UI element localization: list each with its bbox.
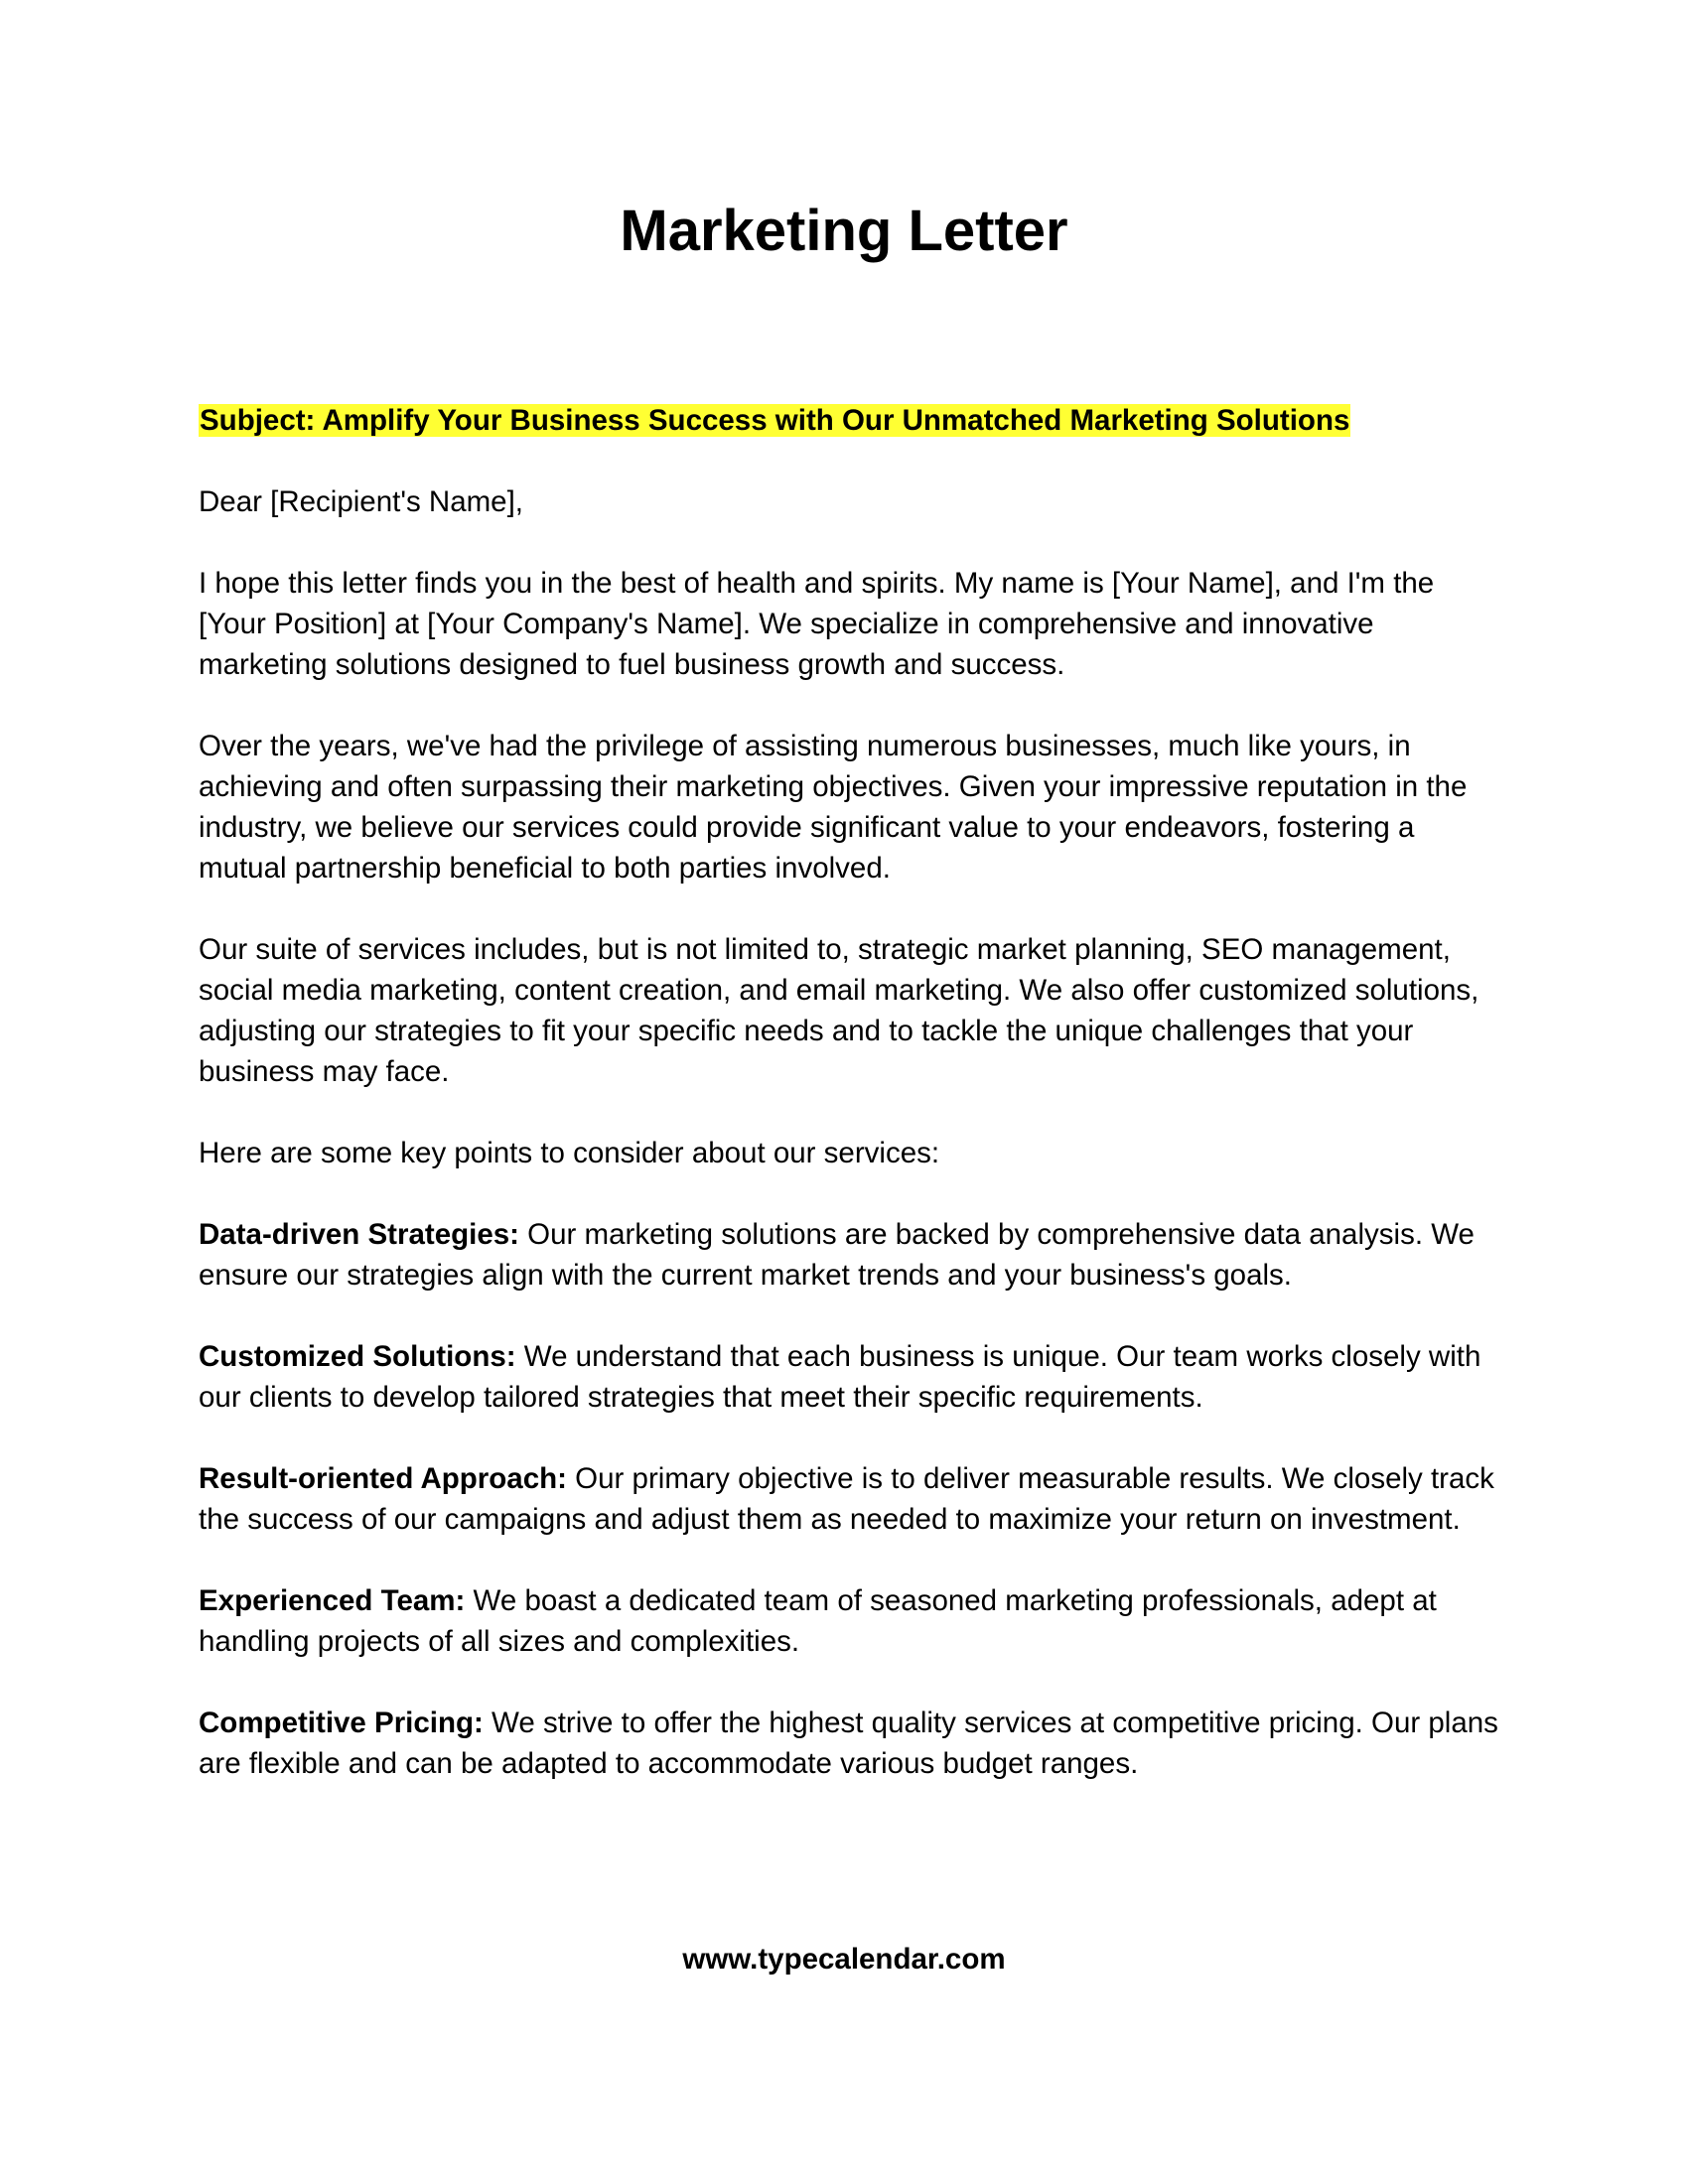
key-point-text: Our marketing solutions are backed by comprehensive data analysis. We ensure our strategies align with the current market trends and your business's goals. — [199, 1218, 1475, 1292]
key-point-result-oriented — [199, 1458, 1499, 1540]
key-points-intro: Here are some key points to consider about our services: — [199, 1137, 940, 1169]
key-point-data-driven — [199, 1214, 1499, 1296]
intro-paragraph: I hope this letter finds you in the best of health and spirits. My name is [Your Name], and I'm the [Your Position] at [Your Company's Name]. We specialize in comprehensive and innovative marketing solutions designed to fuel business growth and success. — [199, 567, 1435, 681]
key-point-label: Competitive Pricing: — [199, 1706, 484, 1739]
key-point-experienced-team — [199, 1580, 1499, 1662]
key-point-label: Result-oriented Approach: — [199, 1462, 567, 1495]
salutation: Dear [Recipient's Name], — [199, 485, 523, 518]
key-point-text: Our primary objective is to deliver measurable results. We closely track the success of our campaigns and adjust them as needed to maximize your return on investment. — [199, 1462, 1494, 1536]
key-point-label: Customized Solutions: — [199, 1340, 516, 1373]
experience-paragraph: Over the years, we've had the privilege of assisting numerous businesses, much like yours, in achieving and often surpassing their marketing objectives. Given your impressive reputation in the industry, we believe our services could provide significant value to your endeavors, fostering a mutual partnership beneficial to both parties involved. — [199, 730, 1468, 885]
key-point-text: We strive to offer the highest quality services at competitive pricing. Our plans are flexible and can be adapted to accommodate various budget ranges. — [199, 1706, 1498, 1780]
footer-website-link[interactable]: www.typecalendar.com — [682, 1943, 1006, 1976]
services-paragraph: Our suite of services includes, but is not limited to, strategic market planning, SEO management, social media marketing, content creation, and email marketing. We also offer customized solutions, adjusting our strategies to fit your specific needs and to tackle the unique challenges that your business may face. — [199, 933, 1479, 1088]
key-point-text: We understand that each business is unique. Our team works closely with our clients to develop tailored strategies that meet their specific requirements. — [199, 1340, 1481, 1414]
subject-line — [199, 400, 1499, 441]
key-point-label: Data-driven Strategies: — [199, 1218, 519, 1251]
key-point-label: Experienced Team: — [199, 1584, 466, 1617]
letter-body — [199, 400, 1499, 1825]
page-title: Marketing Letter — [620, 199, 1068, 263]
subject-highlight: Subject: Amplify Your Business Success with Our Unmatched Marketing Solutions — [200, 404, 1350, 437]
key-point-competitive-pricing — [199, 1703, 1499, 1784]
key-point-customized — [199, 1336, 1499, 1418]
key-point-text: We boast a dedicated team of seasoned marketing professionals, adept at handling projects of all sizes and complexities. — [199, 1584, 1437, 1658]
